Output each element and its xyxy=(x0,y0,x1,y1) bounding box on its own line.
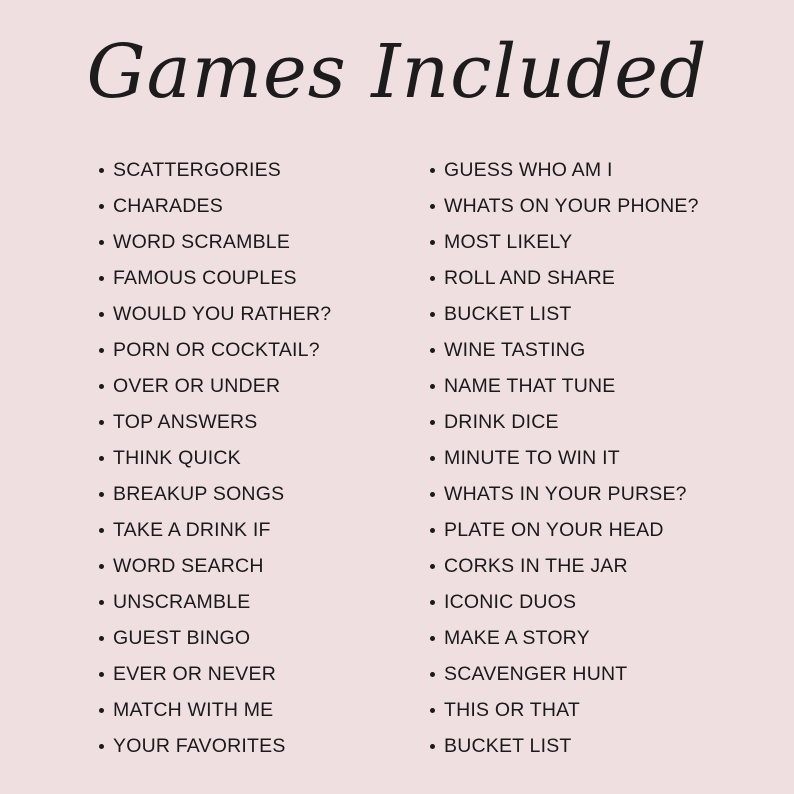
bullet-icon xyxy=(430,636,435,641)
list-item xyxy=(430,404,760,440)
bullet-icon xyxy=(430,420,435,425)
game-label: FAMOUS COUPLES xyxy=(113,267,297,289)
game-label: NAME THAT TUNE xyxy=(444,375,616,397)
game-label: PLATE ON YOUR HEAD xyxy=(444,519,664,541)
bullet-icon xyxy=(430,384,435,389)
bullet-icon xyxy=(430,276,435,281)
bullet-icon xyxy=(99,312,104,317)
list-item xyxy=(99,152,399,188)
bullet-icon xyxy=(430,456,435,461)
bullet-icon xyxy=(430,168,435,173)
bullet-icon xyxy=(99,168,104,173)
bullet-icon xyxy=(99,708,104,713)
bullet-icon xyxy=(99,348,104,353)
game-label: WINE TASTING xyxy=(444,339,586,361)
list-item xyxy=(99,512,399,548)
bullet-icon xyxy=(99,384,104,389)
list-item xyxy=(99,296,399,332)
bullet-icon xyxy=(430,564,435,569)
bullet-icon xyxy=(99,528,104,533)
list-item xyxy=(430,656,760,692)
list-item xyxy=(430,224,760,260)
bullet-icon xyxy=(99,564,104,569)
game-label: THIS OR THAT xyxy=(444,699,581,721)
list-item xyxy=(430,476,760,512)
game-label: ROLL AND SHARE xyxy=(444,267,616,289)
game-label: THINK QUICK xyxy=(113,447,241,469)
list-item xyxy=(99,404,399,440)
game-label: CHARADES xyxy=(113,195,223,217)
list-item xyxy=(99,368,399,404)
bullet-icon xyxy=(430,672,435,677)
bullet-icon xyxy=(430,708,435,713)
game-label: BUCKET LIST xyxy=(444,303,572,325)
game-label: GUESS WHO AM I xyxy=(444,159,613,181)
bullet-icon xyxy=(430,492,435,497)
list-item xyxy=(430,584,760,620)
list-item xyxy=(430,332,760,368)
bullet-icon xyxy=(99,636,104,641)
game-label: WORD SCRAMBLE xyxy=(113,231,291,253)
list-item xyxy=(99,620,399,656)
list-item xyxy=(430,296,760,332)
game-label: WOULD YOU RATHER? xyxy=(113,303,332,325)
list-item xyxy=(99,548,399,584)
game-label: BUCKET LIST xyxy=(444,735,572,757)
list-item xyxy=(430,260,760,296)
bullet-icon xyxy=(99,276,104,281)
list-item xyxy=(99,440,399,476)
list-item xyxy=(99,476,399,512)
list-item xyxy=(99,188,399,224)
game-label: WHATS IN YOUR PURSE? xyxy=(444,483,687,505)
bullet-icon xyxy=(430,348,435,353)
list-item xyxy=(430,512,760,548)
bullet-icon xyxy=(430,744,435,749)
list-item xyxy=(99,260,399,296)
game-label: MOST LIKELY xyxy=(444,231,573,253)
game-label: SCATTERGORIES xyxy=(113,159,282,181)
bullet-icon xyxy=(99,420,104,425)
list-item xyxy=(99,692,399,728)
list-item xyxy=(99,656,399,692)
game-label: TAKE A DRINK IF xyxy=(113,519,271,541)
left-games-column xyxy=(99,152,399,764)
game-label: UNSCRAMBLE xyxy=(113,591,251,613)
bullet-icon xyxy=(99,600,104,605)
list-item xyxy=(430,152,760,188)
game-label: YOUR FAVORITES xyxy=(113,735,286,757)
game-label: DRINK DICE xyxy=(444,411,559,433)
list-item xyxy=(430,548,760,584)
bullet-icon xyxy=(430,528,435,533)
game-label: MAKE A STORY xyxy=(444,627,590,649)
game-label: MATCH WITH ME xyxy=(113,699,274,721)
game-label: PORN OR COCKTAIL? xyxy=(113,339,320,361)
list-item xyxy=(430,440,760,476)
game-label: WORD SEARCH xyxy=(113,555,264,577)
bullet-icon xyxy=(430,312,435,317)
bullet-icon xyxy=(99,204,104,209)
bullet-icon xyxy=(99,492,104,497)
game-label: TOP ANSWERS xyxy=(113,411,258,433)
list-item xyxy=(430,692,760,728)
list-item xyxy=(99,728,399,764)
bullet-icon xyxy=(99,672,104,677)
bullet-icon xyxy=(430,600,435,605)
list-item xyxy=(99,224,399,260)
game-label: OVER OR UNDER xyxy=(113,375,281,397)
right-games-column xyxy=(430,152,760,764)
game-label: GUEST BINGO xyxy=(113,627,251,649)
list-item xyxy=(430,728,760,764)
page-title: Games Included xyxy=(86,29,708,115)
game-label: WHATS ON YOUR PHONE? xyxy=(444,195,699,217)
list-item xyxy=(99,332,399,368)
bullet-icon xyxy=(430,240,435,245)
bullet-icon xyxy=(430,204,435,209)
bullet-icon xyxy=(99,456,104,461)
game-label: BREAKUP SONGS xyxy=(113,483,285,505)
list-item xyxy=(99,584,399,620)
game-label: ICONIC DUOS xyxy=(444,591,577,613)
bullet-icon xyxy=(99,744,104,749)
game-label: MINUTE TO WIN IT xyxy=(444,447,620,469)
game-label: EVER OR NEVER xyxy=(113,663,276,685)
list-item xyxy=(430,368,760,404)
bullet-icon xyxy=(99,240,104,245)
game-label: CORKS IN THE JAR xyxy=(444,555,628,577)
list-item xyxy=(430,188,760,224)
game-label: SCAVENGER HUNT xyxy=(444,663,628,685)
list-item xyxy=(430,620,760,656)
